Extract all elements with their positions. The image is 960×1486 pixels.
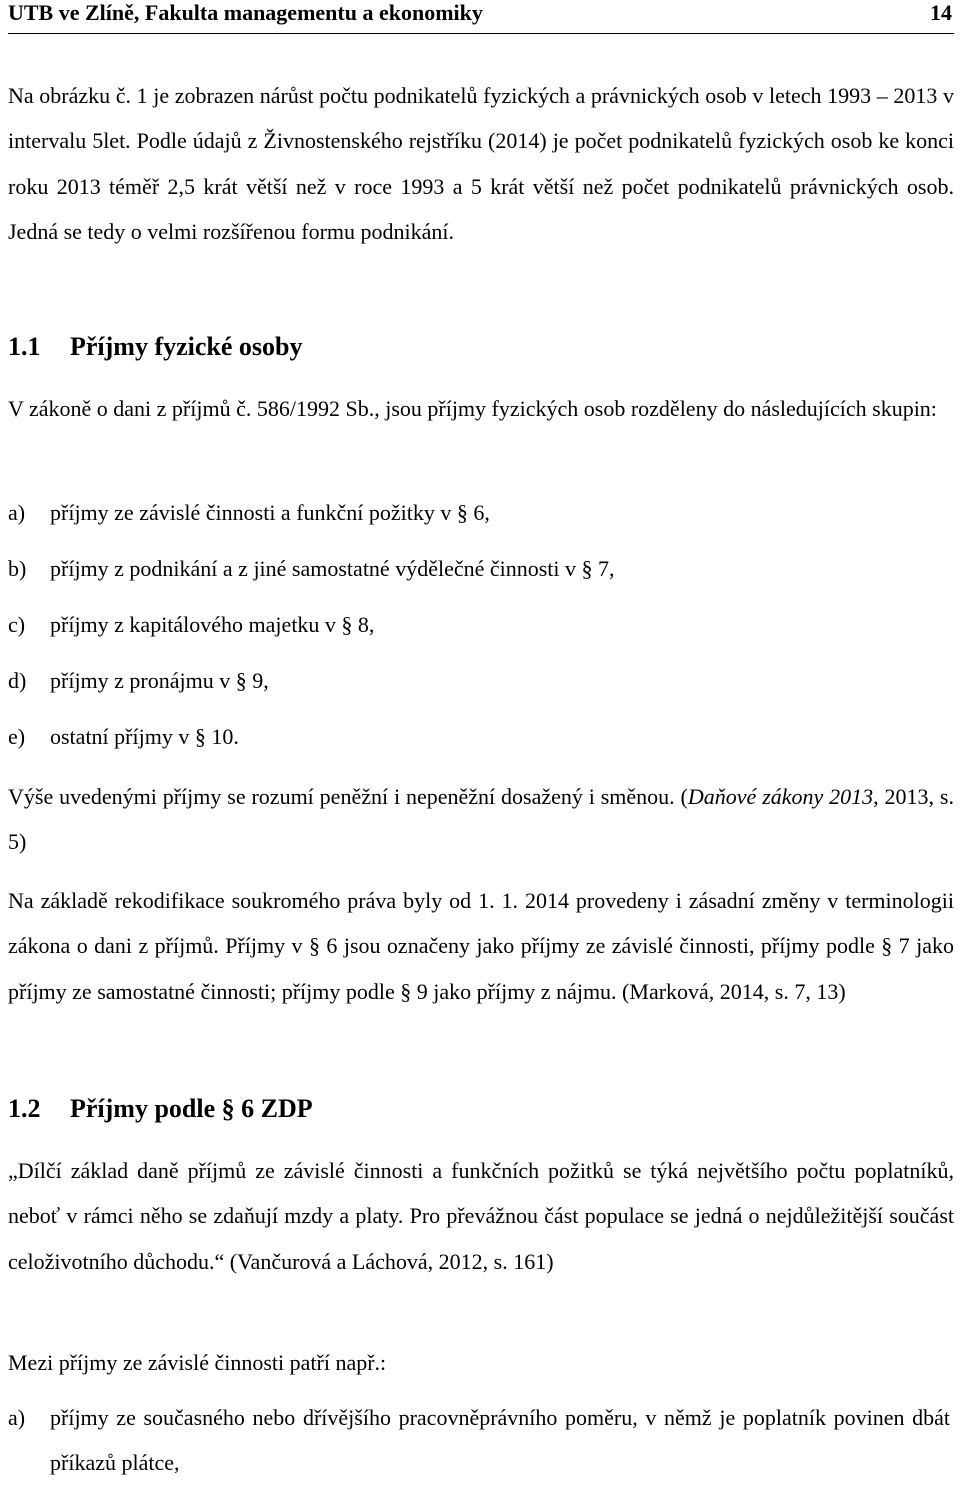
list-item-text: příjmy z podnikání a z jiné samostatné výdělečné činnosti v § 7, — [50, 556, 615, 581]
list-item-label: e) — [8, 724, 26, 749]
section-title: Příjmy podle § 6 ZDP — [70, 1094, 313, 1123]
list-item-text: příjmy z kapitálového majetku v § 8, — [50, 612, 375, 637]
list-item-label: c) — [8, 612, 26, 637]
list-item-text: ostatní příjmy v § 10. — [50, 724, 239, 749]
header-school-name: UTB ve Zlíně, Fakulta managementu a ekonomiky — [8, 0, 483, 25]
list-item-text: příjmy ze závislé činnosti a funkční požitky v § 6, — [50, 500, 490, 525]
paragraph-quote: „Dílčí základ daně příjmů ze závislé činnosti a funkčních požitků se týká největšího počtu poplatníků, neboť v rámci něho se zdaňují mzdy a platy. Pro převážnou část populace se jedná o nejdůležitější součást celoživotního důchodu.“ (Vančurová a Láchová, 2012, s. 161) — [8, 1158, 954, 1274]
list-item-text: příjmy ze současného nebo dřívějšího pracovněprávního poměru, v němž je poplatník povinen dbát příkazů plátce, — [50, 1405, 950, 1476]
paragraph-income-definition — [8, 774, 954, 865]
section-number: 1.2 — [8, 1094, 41, 1123]
page-header — [8, 0, 954, 34]
paragraph-recodification: Na základě rekodifikace soukromého práva byly od 1. 1. 2014 provedeny i zásadní změny v terminologii zákona o dani z příjmů. Příjmy v § 6 jsou označeny jako příjmy ze závislé činnosti, příjmy podle § 7 jako příjmy ze samostatné činnosti; příjmy podle § 9 jako příjmy z nájmu. (Marková, 2014, s. 7, 13) — [8, 888, 954, 1004]
section-heading-1-1 — [8, 332, 303, 362]
citation-title: Daňové zákony 2013 — [687, 784, 874, 809]
section-number: 1.1 — [8, 332, 41, 361]
paragraph-dependent-income-intro: Mezi příjmy ze závislé činnosti patří např.: — [8, 1350, 387, 1375]
citation-details: , 2013, s. 5) — [8, 784, 954, 855]
section-heading-1-2 — [8, 1094, 313, 1124]
list-item-label: a) — [8, 1405, 26, 1430]
list-item-label: a) — [8, 500, 26, 525]
header-page-number: 14 — [930, 0, 952, 25]
paragraph-text: Výše uvedenými příjmy se rozumí peněžní i nepeněžní dosažený i směnou. ( — [8, 784, 688, 809]
paragraph-business-growth: Na obrázku č. 1 je zobrazen nárůst počtu podnikatelů fyzických a právnických osob v letech 1993 – 2013 v intervalu 5let. Podle údajů z Živnostenského rejstříku (2014) je počet podnikatelů fyzických osob ke konci roku 2013 téměř 2,5 krát větší než v roce 1993 a 5 krát větší než počet podnikatelů právnických osob. Jedná se tedy o velmi rozšířenou formu podnikání. — [8, 83, 954, 244]
section-title: Příjmy fyzické osoby — [70, 332, 303, 361]
list-item-text: příjmy z pronájmu v § 9, — [50, 668, 269, 693]
list-item-label: d) — [8, 668, 27, 693]
paragraph-income-law: V zákoně o dani z příjmů č. 586/1992 Sb., jsou příjmy fyzických osob rozděleny do následujících skupin: — [8, 396, 937, 421]
header-divider — [8, 33, 954, 34]
list-item-label: b) — [8, 556, 27, 581]
